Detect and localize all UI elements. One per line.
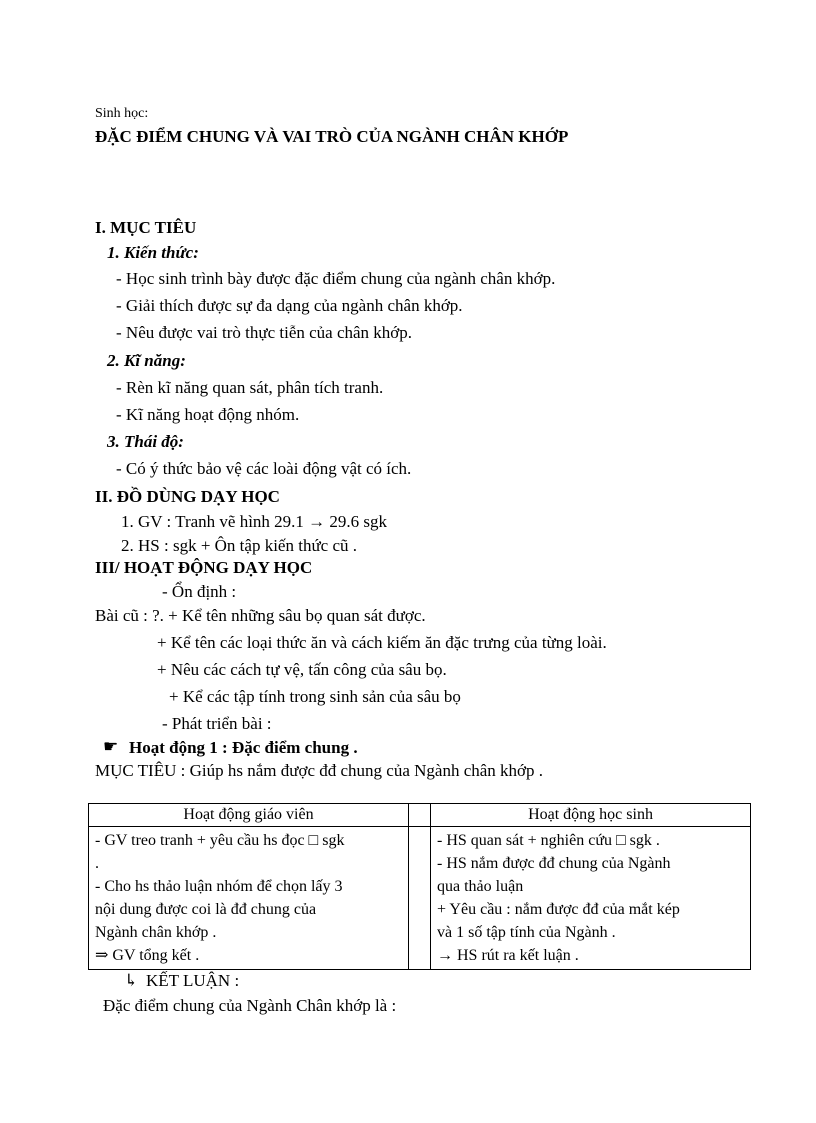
table-gap-cell xyxy=(409,827,431,970)
section-1-heading: I. MỤC TIÊU xyxy=(95,218,197,237)
student-line: → HS rút ra kết luận . xyxy=(437,947,579,964)
materials-item: 1. GV : Tranh vẽ hình 29.1 → 29.6 sgk xyxy=(121,512,388,531)
student-line: qua thảo luận xyxy=(437,878,524,895)
teacher-column-header: Hoạt động giáo viên xyxy=(89,804,409,827)
old-lesson-line: Bài cũ : ?. + Kể tên những sâu bọ quan sát được. xyxy=(95,606,426,625)
skills-item: - Rèn kĩ năng quan sát, phân tích tranh. xyxy=(116,378,384,397)
teacher-line: nội dung được coi là đđ chung của xyxy=(95,901,317,918)
knowledge-item: - Giải thích được sự đa dạng của ngành chân khớp. xyxy=(116,296,463,315)
conclusion-label: KẾT LUẬN : xyxy=(146,971,240,990)
student-line: - HS quan sát + nghiên cứu □ sgk . xyxy=(437,832,660,849)
knowledge-heading: 1. Kiến thức: xyxy=(107,243,199,262)
student-line: và 1 số tập tính của Ngành . xyxy=(437,924,616,941)
conclusion-text: Đặc điểm chung của Ngành Chân khớp là : xyxy=(103,996,397,1015)
activity-pointer-icon: ☛ xyxy=(103,737,119,756)
materials-item: 2. HS : sgk + Ôn tập kiến thức cũ . xyxy=(121,536,357,555)
knowledge-item: - Học sinh trình bày được đặc điểm chung của ngành chân khớp. xyxy=(116,269,556,288)
attitude-item: - Có ý thức bảo vệ các loài động vật có ích. xyxy=(116,459,412,478)
old-lesson-line: + Kể các tập tính trong sinh sản của sâu bọ xyxy=(169,687,461,706)
student-line: + Yêu cầu : nắm được đđ của mắt kép xyxy=(437,901,680,918)
old-lesson-line: + Nêu các cách tự vệ, tấn công của sâu bọ. xyxy=(157,660,447,679)
student-activity-cell xyxy=(431,827,751,970)
skills-heading: 2. Kĩ năng: xyxy=(107,351,186,370)
old-lesson-line: + Kể tên các loại thức ăn và cách kiếm ăn đặc trưng của từng loài. xyxy=(157,633,607,652)
activity-1-objective: MỤC TIÊU : Giúp hs nắm được đđ chung của Ngành chân khớp . xyxy=(95,761,544,780)
attitude-heading: 3. Thái độ: xyxy=(107,432,184,451)
activity-table xyxy=(88,803,751,970)
conclusion-arrow-icon: ↳ xyxy=(124,971,139,990)
teacher-activity-cell xyxy=(89,827,409,970)
stabilize-line: - Ổn định : xyxy=(162,582,237,601)
activity-1-heading: Hoạt động 1 : Đặc điểm chung . xyxy=(129,738,358,757)
table-row xyxy=(89,827,751,970)
teacher-line: - GV treo tranh + yêu cầu hs đọc □ sgk xyxy=(95,832,345,849)
section-3-heading: III/ HOẠT ĐỘNG DẠY HỌC xyxy=(95,558,313,577)
table-header-row xyxy=(89,804,751,827)
skills-item: - Kĩ năng hoạt động nhóm. xyxy=(116,405,300,424)
teacher-line: - Cho hs thảo luận nhóm để chọn lấy 3 xyxy=(95,878,343,895)
student-column-header: Hoạt động học sinh xyxy=(431,804,751,827)
table-gap-cell xyxy=(409,804,431,827)
subject-label: Sinh học: xyxy=(95,106,149,121)
teacher-line: Ngành chân khớp . xyxy=(95,924,217,941)
student-line: - HS nắm được đđ chung của Ngành xyxy=(437,855,671,872)
knowledge-item: - Nêu được vai trò thực tiễn của chân khớp. xyxy=(116,323,413,342)
develop-line: - Phát triển bài : xyxy=(162,714,272,733)
teacher-line: . xyxy=(95,855,99,872)
section-2-heading: II. ĐỒ DÙNG DẠY HỌC xyxy=(95,487,280,506)
document-title: ĐẶC ĐIỂM CHUNG VÀ VAI TRÒ CỦA NGÀNH CHÂN KHỚP xyxy=(95,127,569,146)
teacher-line: ⇒ GV tổng kết . xyxy=(95,947,200,964)
